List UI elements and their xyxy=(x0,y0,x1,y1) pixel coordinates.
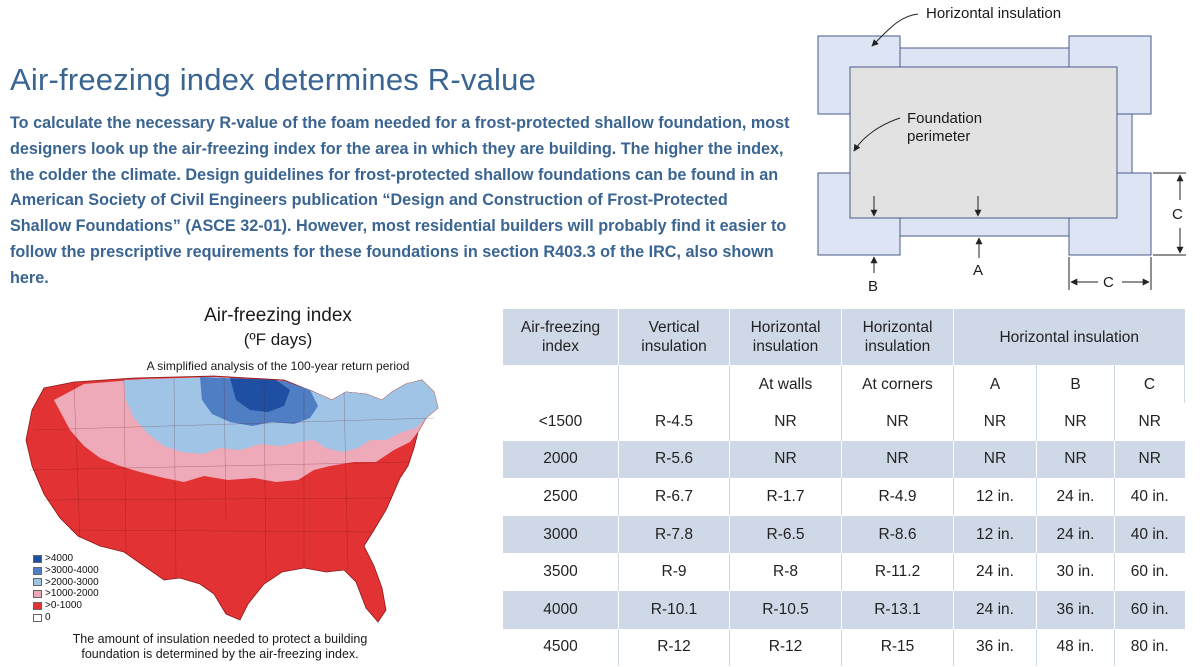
table-cell: R-6.5 xyxy=(730,516,842,554)
table-cell: R-11.2 xyxy=(842,553,954,591)
legend-item xyxy=(33,577,99,589)
table-cell: 12 in. xyxy=(954,478,1037,516)
legend-label: >2000-3000 xyxy=(45,576,99,588)
table-cell: NR xyxy=(730,441,842,479)
table-cell: 24 in. xyxy=(954,553,1037,591)
table-cell: R-6.7 xyxy=(619,478,730,516)
dimension-c-vertical-label: C xyxy=(1172,206,1183,223)
foundation-label-line1: Foundation xyxy=(907,110,983,127)
foundation-label-line2: perimeter xyxy=(907,128,971,145)
table-cell: R-7.8 xyxy=(619,516,730,554)
table-cell: R-4.9 xyxy=(842,478,954,516)
table-cell: 80 in. xyxy=(1115,629,1185,667)
table-cell: R-10.5 xyxy=(730,591,842,629)
table-cell: NR xyxy=(954,403,1037,441)
insulation-plan-diagram xyxy=(800,0,1200,300)
legend-item xyxy=(33,553,99,565)
table-header-row xyxy=(503,309,1185,365)
legend-swatch xyxy=(33,578,42,586)
table-row xyxy=(503,516,1185,554)
table-cell: R-5.6 xyxy=(619,441,730,479)
col-header-horizontal-insulation-corners: Horizontal insulation xyxy=(842,309,954,365)
legend-label: >1000-2000 xyxy=(45,588,99,600)
subheader-cell: At walls xyxy=(730,365,842,403)
table-cell: 4500 xyxy=(503,629,619,667)
legend-label: 0 xyxy=(45,611,51,623)
table-cell: 2500 xyxy=(503,478,619,516)
subheader-cell: B xyxy=(1037,365,1115,403)
table-cell: NR xyxy=(1115,403,1185,441)
table-cell: NR xyxy=(842,441,954,479)
legend-item xyxy=(33,600,99,612)
table-cell: 36 in. xyxy=(954,629,1037,667)
dimension-b-label: B xyxy=(868,278,879,295)
legend-swatch xyxy=(33,567,42,575)
legend-label: >3000-4000 xyxy=(45,564,99,576)
map-caption xyxy=(40,632,400,662)
legend-swatch xyxy=(33,602,42,610)
table-cell: R-8.6 xyxy=(842,516,954,554)
table-cell: 48 in. xyxy=(1037,629,1115,667)
table-row xyxy=(503,403,1185,441)
table-row xyxy=(503,553,1185,591)
table-cell: NR xyxy=(1037,441,1115,479)
table-cell: 24 in. xyxy=(1037,478,1115,516)
table-cell: 30 in. xyxy=(1037,553,1115,591)
legend-swatch xyxy=(33,590,42,598)
table-cell: 12 in. xyxy=(954,516,1037,554)
subheader-cell: A xyxy=(954,365,1037,403)
table-cell: 40 in. xyxy=(1115,478,1185,516)
col-header-horizontal-insulation-dimensions: Horizontal insulation xyxy=(954,309,1185,365)
table-cell: R-9 xyxy=(619,553,730,591)
table-row xyxy=(503,441,1185,479)
table-cell: R-8 xyxy=(730,553,842,591)
table-cell: 3000 xyxy=(503,516,619,554)
table-subheader-row xyxy=(503,365,1185,403)
table-cell: R-13.1 xyxy=(842,591,954,629)
legend-item xyxy=(33,612,99,624)
subheader-cell xyxy=(503,365,619,403)
legend-swatch xyxy=(33,555,42,563)
foundation-slab xyxy=(850,67,1117,218)
dimension-c-horizontal-label: C xyxy=(1103,274,1114,291)
page-title: Air-freezing index determines R-value xyxy=(10,62,537,97)
table-cell: NR xyxy=(1115,441,1185,479)
legend-item xyxy=(33,565,99,577)
dimension-a-label: A xyxy=(973,262,984,279)
table-row xyxy=(503,478,1185,516)
table-row xyxy=(503,591,1185,629)
table-cell: NR xyxy=(954,441,1037,479)
horizontal-insulation-label: Horizontal insulation xyxy=(926,5,1062,22)
legend-swatch xyxy=(33,614,42,622)
map-caption-line2: foundation is determined by the air-freezing index. xyxy=(81,647,359,661)
table-cell: R-12 xyxy=(619,629,730,667)
table-cell: R-1.7 xyxy=(730,478,842,516)
table-cell: 4000 xyxy=(503,591,619,629)
map-caption-line1: The amount of insulation needed to protect a building xyxy=(72,632,368,646)
table-cell: 36 in. xyxy=(1037,591,1115,629)
intro-paragraph: To calculate the necessary R-value of the foam needed for a frost-protected shallow foundation, most designers look up the air-freezing index for the area in which they are building. The higher the index, the colder the climate. Design guidelines for frost-protected shallow foundations can be found in an American Society of Civil Engineers publication “Design and Construction of Frost-Protected Shallow Foundations” (ASCE 32-01). However, most residential builders will probably find it easier to follow the prescriptive requirements for these foundations in section R403.3 of the IRC, also shown here. xyxy=(10,114,790,287)
map-legend xyxy=(33,553,99,624)
table-cell: NR xyxy=(1037,403,1115,441)
subheader-cell: At corners xyxy=(842,365,954,403)
subheader-cell xyxy=(619,365,730,403)
subheader-cell: C xyxy=(1115,365,1185,403)
table-row xyxy=(503,629,1185,667)
table-cell: NR xyxy=(730,403,842,441)
legend-label: >0-1000 xyxy=(45,600,82,612)
table-cell: 3500 xyxy=(503,553,619,591)
table-cell: 60 in. xyxy=(1115,591,1185,629)
map-title: Air-freezing index xyxy=(204,305,352,326)
table-cell: NR xyxy=(842,403,954,441)
table-cell: 60 in. xyxy=(1115,553,1185,591)
table-cell: <1500 xyxy=(503,403,619,441)
map-subtitle: A simplified analysis of the 100-year return period xyxy=(146,359,410,373)
legend-label: >4000 xyxy=(45,553,74,564)
col-header-vertical-insulation: Vertical insulation xyxy=(619,309,730,365)
table-cell: 2000 xyxy=(503,441,619,479)
col-header-air-freezing-index: Air-freezing index xyxy=(503,309,619,365)
insulation-requirements-table xyxy=(503,309,1185,666)
table-cell: 24 in. xyxy=(1037,516,1115,554)
table-cell: R-10.1 xyxy=(619,591,730,629)
table-cell: 24 in. xyxy=(954,591,1037,629)
table-cell: 40 in. xyxy=(1115,516,1185,554)
map-units: (ºF days) xyxy=(243,330,313,349)
table-cell: R-4.5 xyxy=(619,403,730,441)
legend-item xyxy=(33,588,99,600)
table-cell: R-15 xyxy=(842,629,954,667)
table-cell: R-12 xyxy=(730,629,842,667)
col-header-horizontal-insulation-walls: Horizontal insulation xyxy=(730,309,842,365)
